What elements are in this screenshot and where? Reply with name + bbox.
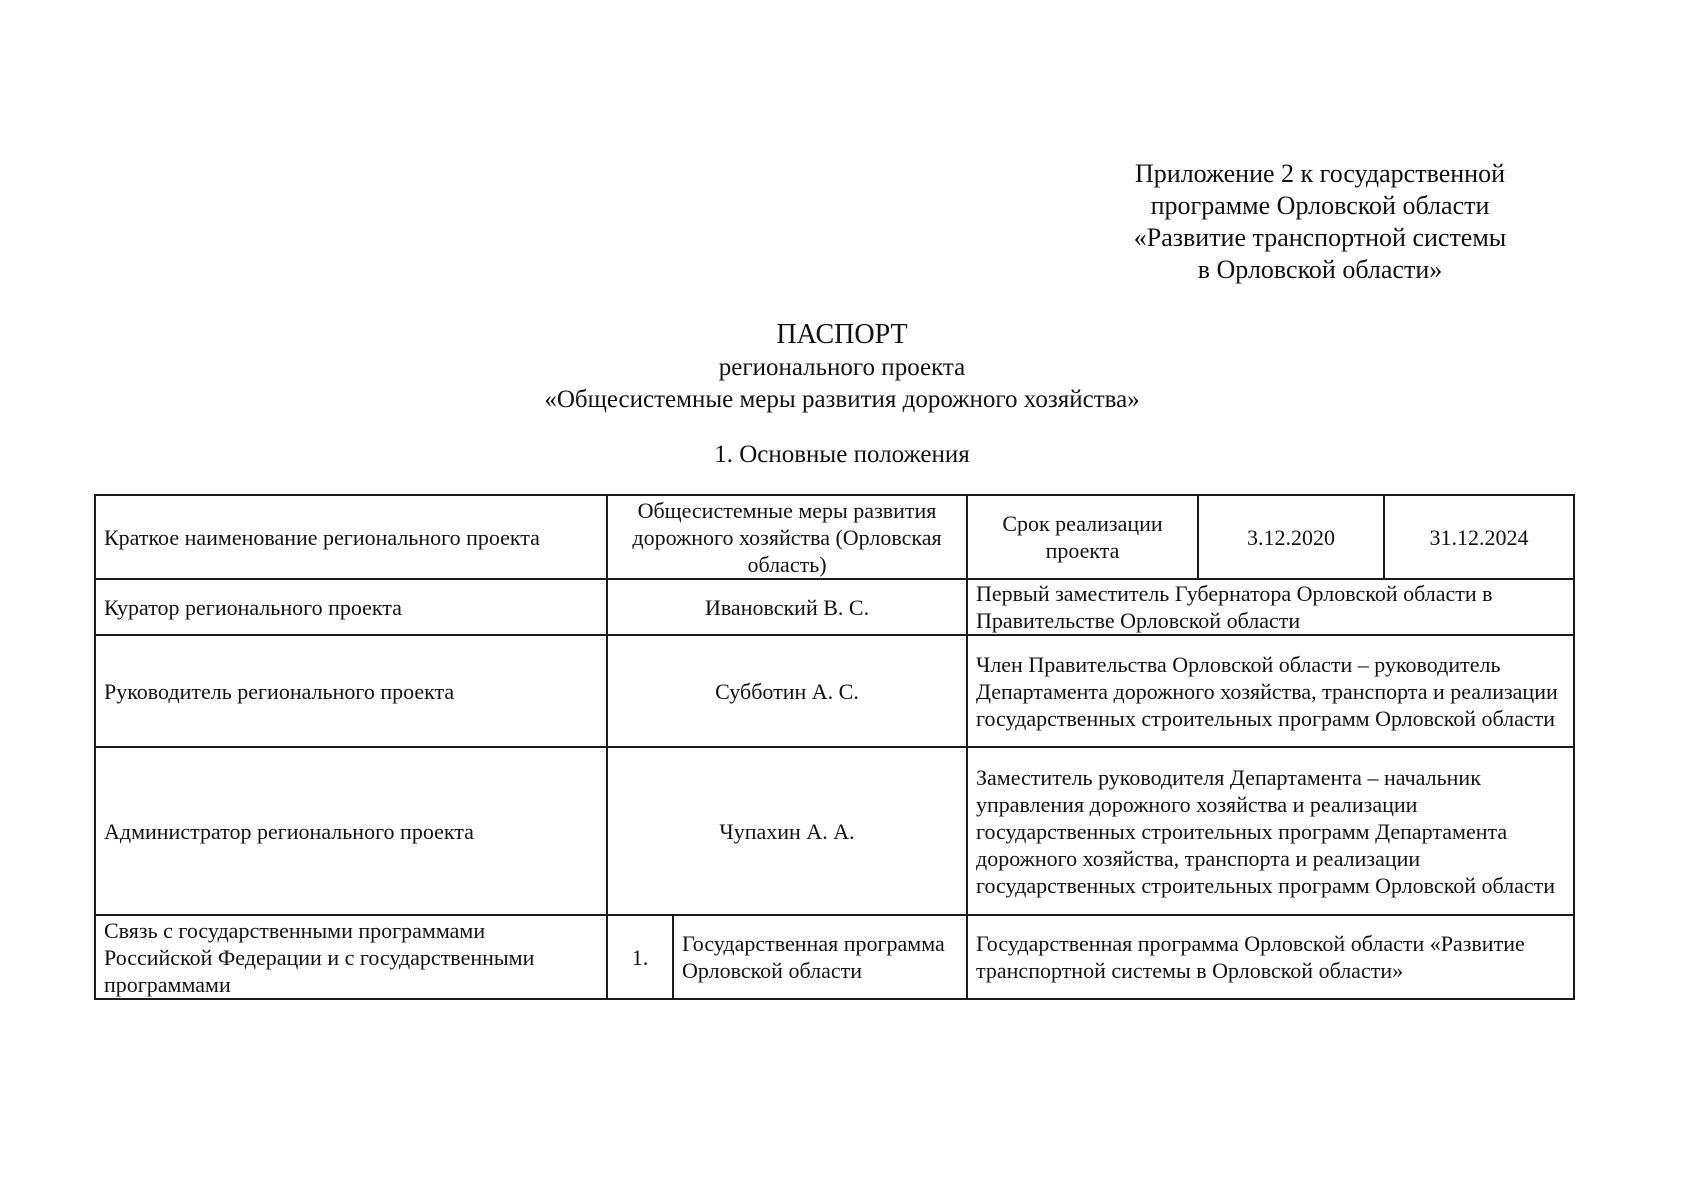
appendix-note: [1090, 158, 1550, 286]
head-position: Член Правительства Орловской области – руководитель Департамента дорожного хозяйства, транспорта и реализации государственных строительных программ Орловской области: [967, 635, 1574, 747]
table-row: [95, 747, 1574, 915]
appendix-line: «Развитие транспортной системы: [1133, 223, 1507, 252]
title-subtitle: регионального проекта: [718, 354, 966, 381]
row-label: Администратор регионального проекта: [95, 747, 607, 915]
curator-name: Ивановский В. С.: [607, 579, 967, 635]
project-short-name: Общесистемные меры развития дорожного хозяйства (Орловская область): [607, 495, 967, 579]
administrator-position: Заместитель руководителя Департамента – начальник управления дорожного хозяйства и реализации государственных строительных программ Департамента дорожного хозяйства, транспорта и реализации государственных строительных программ Орловской области: [967, 747, 1574, 915]
appendix-line: программе Орловской области: [1150, 191, 1490, 220]
title-project-name: «Общесистемные меры развития дорожного хозяйства»: [544, 386, 1140, 413]
appendix-line: в Орловской области»: [1197, 255, 1443, 284]
appendix-line: Приложение 2 к государственной: [1135, 159, 1505, 188]
curator-position: Первый заместитель Губернатора Орловской области в Правительстве Орловской области: [967, 579, 1574, 635]
document-title: [0, 318, 1684, 416]
row-label: Куратор регионального проекта: [95, 579, 607, 635]
term-label: Срок реализации проекта: [967, 495, 1198, 579]
start-date: 3.12.2020: [1198, 495, 1384, 579]
administrator-name: Чупахин А. А.: [607, 747, 967, 915]
table-row: [95, 635, 1574, 747]
section-heading: 1. Основные положения: [714, 441, 970, 468]
title-passport: ПАСПОРТ: [776, 319, 908, 350]
passport-table: [94, 494, 1575, 1000]
program-name: Государственная программа Орловской области «Развитие транспортной системы в Орловской области»: [967, 915, 1574, 999]
row-label: Руководитель регионального проекта: [95, 635, 607, 747]
table-row: [95, 915, 1574, 999]
row-label: Связь с государственными программами Российской Федерации и с государственными программами: [95, 915, 607, 999]
table-row: [95, 495, 1574, 579]
program-number: 1.: [607, 915, 673, 999]
row-label: Краткое наименование регионального проекта: [95, 495, 607, 579]
table-row: [95, 579, 1574, 635]
end-date: 31.12.2024: [1384, 495, 1574, 579]
program-type: Государственная программа Орловской области: [673, 915, 967, 999]
head-name: Субботин А. С.: [607, 635, 967, 747]
